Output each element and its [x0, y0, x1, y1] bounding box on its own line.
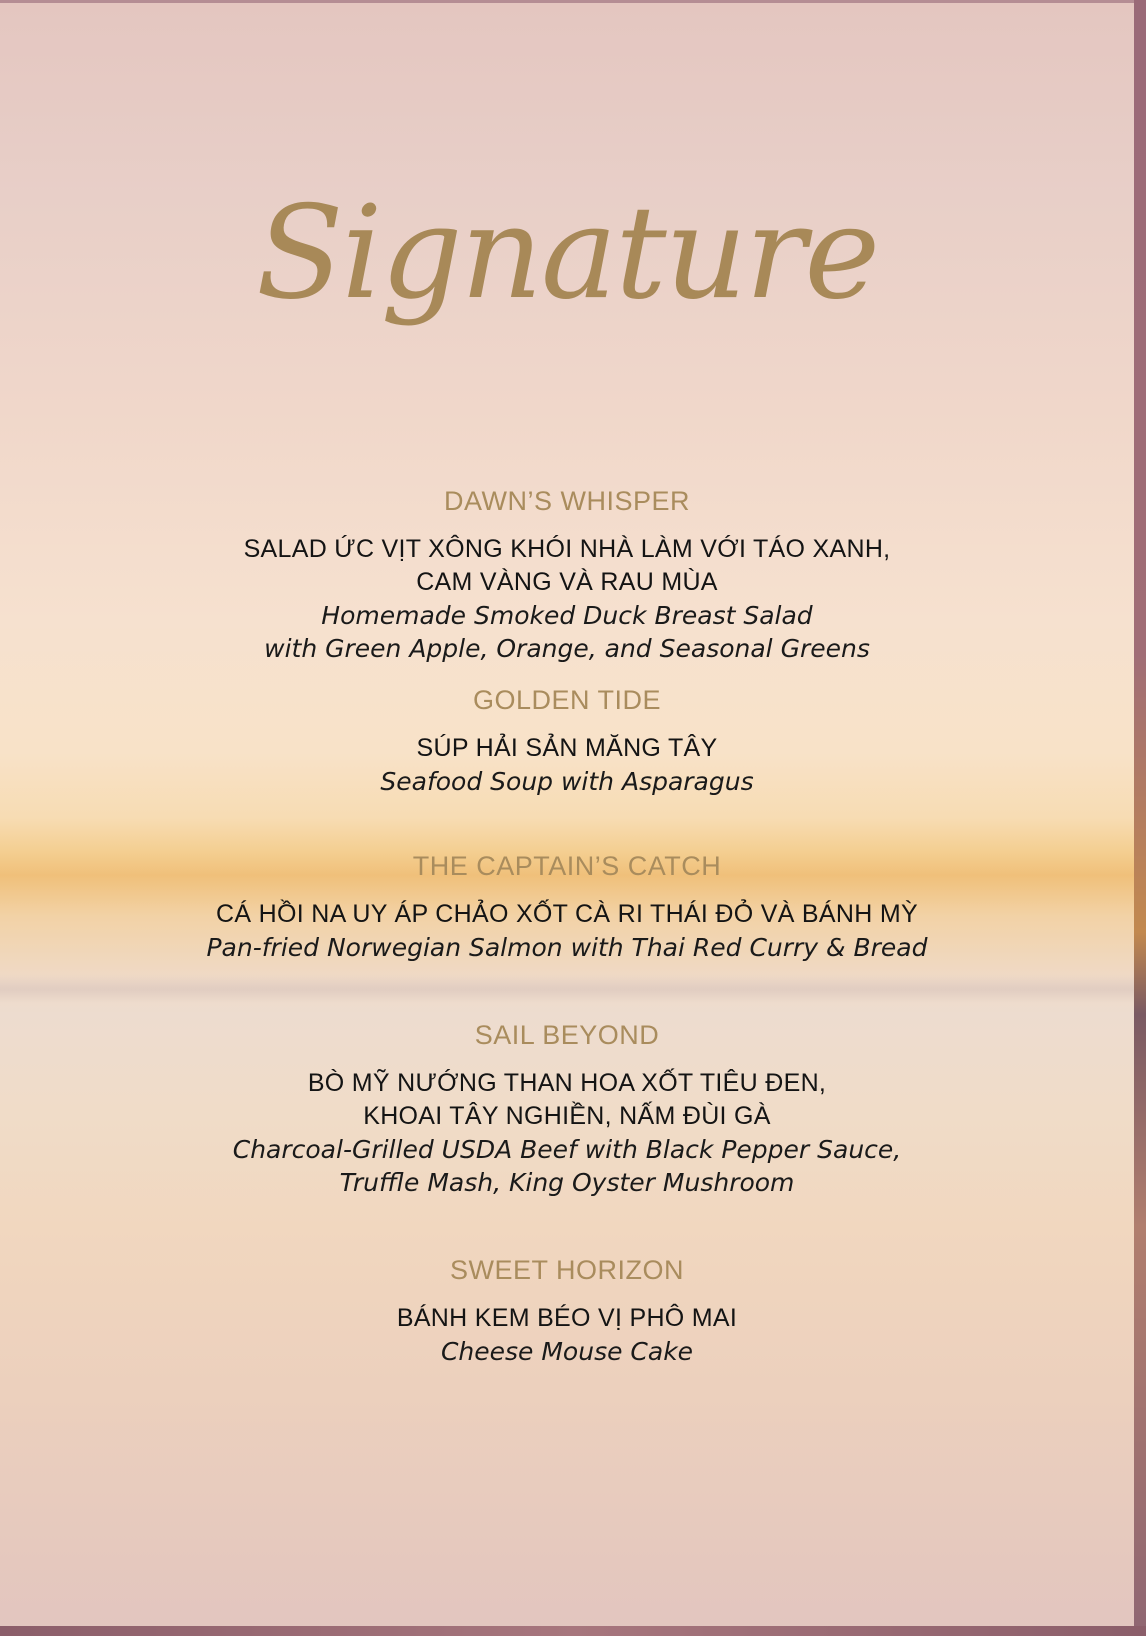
course-name: DAWN’S WHISPER: [443, 486, 690, 516]
course-item: [0, 485, 1134, 684]
bottom-border: [0, 1626, 1146, 1636]
dish-vietnamese: [0, 732, 1134, 765]
dish-vietnamese-line: SALAD ỨC VỊT XÔNG KHÓI NHÀ LÀM VỚI TÁO XANH,: [243, 535, 891, 563]
dish-english-line: Homemade Smoked Duck Breast Salad: [321, 601, 813, 630]
course-name: SWEET HORIZON: [449, 1255, 684, 1285]
course-item: [0, 850, 1134, 1019]
dish-english: [0, 931, 1134, 964]
course-item: [0, 684, 1134, 850]
menu-title: Signature: [255, 179, 879, 328]
dish-english-line: Seafood Soup with Asparagus: [380, 767, 754, 796]
course-item: [0, 1019, 1134, 1254]
dish-vietnamese-line: CÁ HỒI NA UY ÁP CHẢO XỐT CÀ RI THÁI ĐỎ VÀ BÁNH MỲ: [216, 900, 918, 928]
course-item: [0, 1254, 1134, 1368]
course-name: THE CAPTAIN’S CATCH: [412, 851, 722, 881]
course-name: SAIL BEYOND: [474, 1020, 660, 1050]
dish-vietnamese: [0, 1067, 1134, 1133]
dish-vietnamese-line: CAM VÀNG VÀ RAU MÙA: [416, 568, 718, 596]
course-name: GOLDEN TIDE: [472, 685, 662, 715]
dish-english-line: Pan-fried Norwegian Salmon with Thai Red Curry & Bread: [206, 933, 928, 962]
dish-vietnamese: [0, 898, 1134, 931]
dish-english-line: Cheese Mouse Cake: [440, 1337, 694, 1366]
dish-english-line: Charcoal-Grilled USDA Beef with Black Pepper Sauce,: [232, 1135, 902, 1164]
dish-vietnamese: [0, 533, 1134, 599]
dish-english: [0, 1335, 1134, 1368]
dish-vietnamese-line: BÁNH KEM BÉO VỊ PHÔ MAI: [396, 1304, 738, 1332]
dish-english: [0, 1133, 1134, 1199]
dish-vietnamese-line: KHOAI TÂY NGHIỀN, NẤM ĐÙI GÀ: [363, 1102, 771, 1130]
dish-english-line: Truffle Mash, King Oyster Mushroom: [339, 1168, 795, 1197]
top-border: [0, 0, 1146, 3]
dish-english: [0, 765, 1134, 798]
dish-vietnamese-line: SÚP HẢI SẢN MĂNG TÂY: [416, 734, 718, 762]
right-border: [1134, 0, 1146, 1636]
dish-vietnamese: [0, 1302, 1134, 1335]
course-list: [0, 485, 1134, 1368]
dish-english: [0, 599, 1134, 665]
dish-vietnamese-line: BÒ MỸ NƯỚNG THAN HOA XỐT TIÊU ĐEN,: [307, 1069, 827, 1097]
dish-english-line: with Green Apple, Orange, and Seasonal Greens: [264, 634, 870, 663]
